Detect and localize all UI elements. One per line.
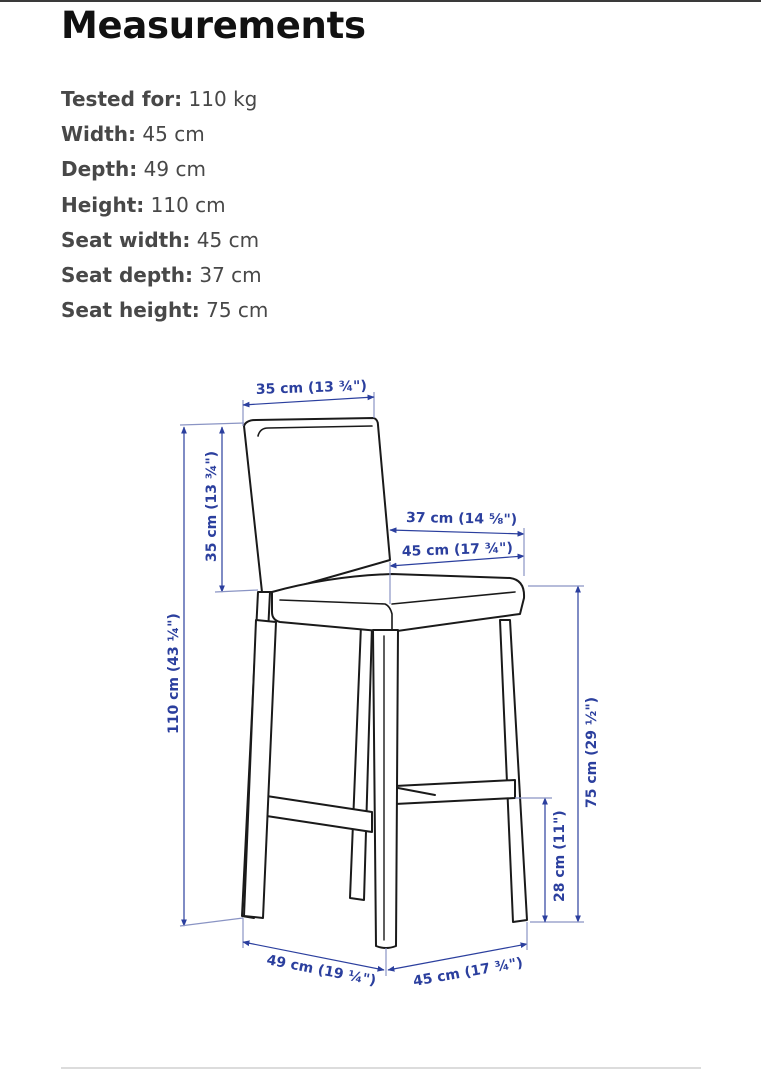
dimension-diagram bbox=[0, 360, 761, 1020]
spec-label: Seat height: bbox=[61, 298, 200, 323]
spec-value: 49 cm bbox=[143, 157, 206, 182]
spec-value: 37 cm bbox=[199, 263, 262, 288]
spec-value: 110 cm bbox=[150, 192, 226, 217]
spec-tested-for bbox=[61, 82, 268, 117]
page-title: Measurements bbox=[61, 4, 366, 47]
label-seat-depth: 37 cm (14 ⅝") bbox=[405, 510, 518, 528]
section-divider bbox=[61, 1067, 701, 1069]
spec-label: Width: bbox=[61, 122, 137, 147]
spec-value: 110 kg bbox=[188, 87, 258, 111]
label-footrest-height: 28 cm (11") bbox=[552, 810, 568, 902]
spec-value: 45 cm bbox=[142, 122, 205, 147]
spec-value: 75 cm bbox=[206, 298, 269, 323]
label-seat-height: 75 cm (29 ½") bbox=[584, 696, 600, 808]
spec-label: Tested for: bbox=[61, 87, 183, 111]
label-width: 45 cm (17 ¾") bbox=[411, 954, 525, 990]
label-seat-width: 45 cm (17 ¾") bbox=[401, 540, 514, 560]
spec-height bbox=[61, 188, 268, 223]
label-total-height: 110 cm (43 ¼") bbox=[166, 613, 182, 734]
top-border bbox=[0, 0, 761, 2]
label-depth: 49 cm (19 ¼") bbox=[265, 952, 378, 990]
spec-label: Depth: bbox=[61, 157, 138, 182]
spec-value: 45 cm bbox=[196, 227, 260, 252]
label-backrest-width: 35 cm (13 ¾") bbox=[255, 378, 368, 398]
spec-depth bbox=[61, 152, 268, 187]
spec-label: Seat depth: bbox=[61, 263, 193, 288]
chair-illustration bbox=[242, 418, 527, 948]
spec-seat-depth bbox=[61, 258, 268, 293]
measurements-list bbox=[61, 82, 268, 328]
spec-label: Seat width: bbox=[61, 227, 191, 252]
label-backrest-height: 35 cm (13 ¾") bbox=[204, 450, 220, 562]
spec-seat-width bbox=[61, 223, 268, 258]
spec-seat-height bbox=[61, 293, 268, 328]
spec-label: Height: bbox=[61, 192, 145, 217]
spec-width bbox=[61, 117, 268, 152]
